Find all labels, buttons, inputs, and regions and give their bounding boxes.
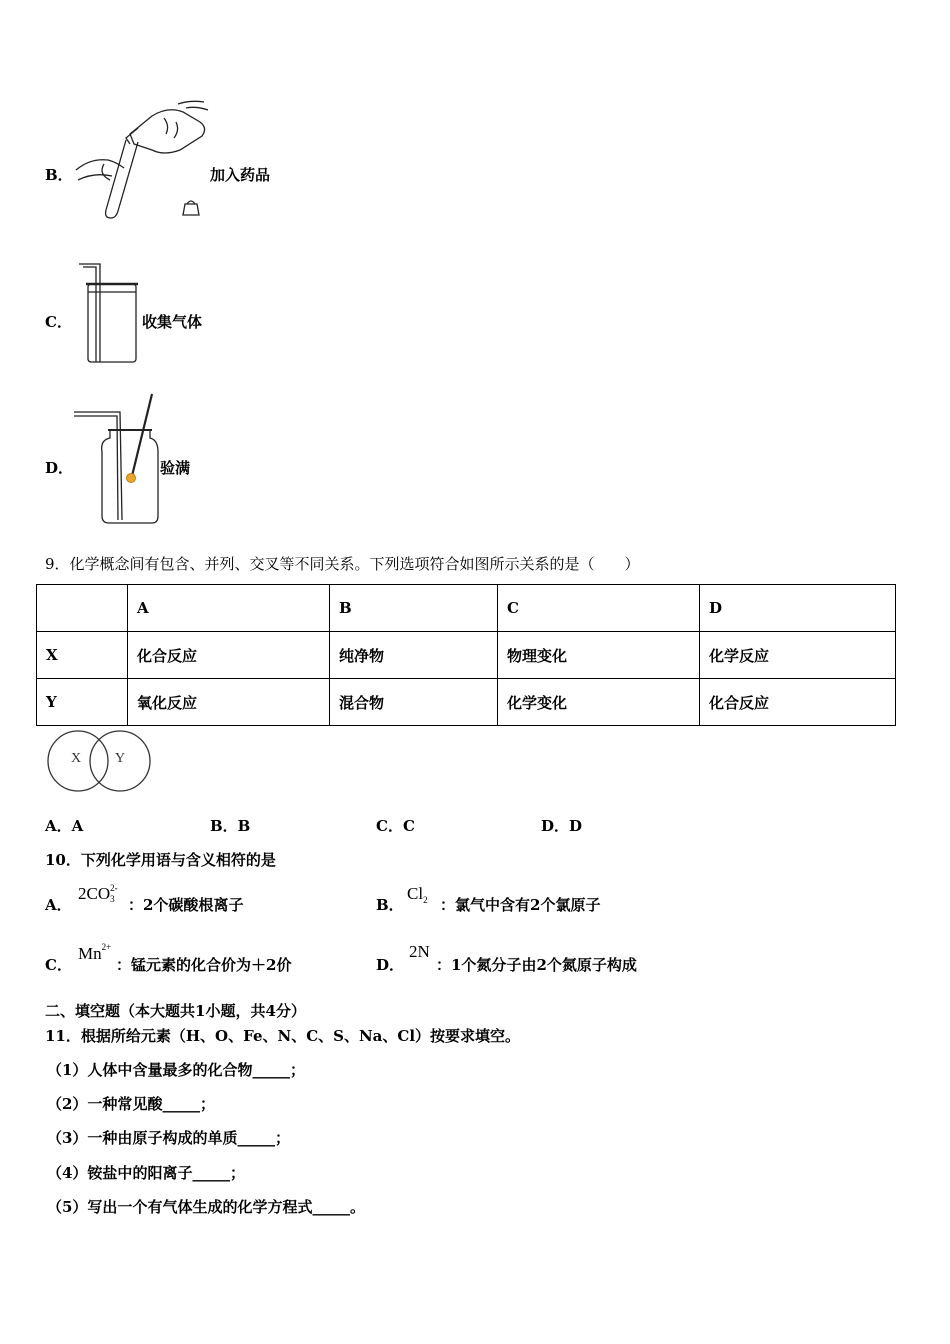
gas-jar-full-test-icon xyxy=(72,390,164,528)
q11-stem: 11．根据所给元素（H、O、Fe、N、C、S、Na、Cl）按要求填空。 xyxy=(45,1027,521,1045)
test-tube-pouring-icon xyxy=(68,98,213,223)
answer-c: C．C xyxy=(376,817,415,835)
q10-option-c-label: C． xyxy=(45,956,72,974)
venn-diagram-icon xyxy=(44,728,156,794)
q11-item-2: （2）一种常见酸_____； xyxy=(47,1095,215,1113)
q10-option-a-formula: 2CO 2- 3 xyxy=(78,883,118,905)
option-c-label: C． xyxy=(45,313,72,331)
q10-option-d-label: D． xyxy=(376,956,405,974)
table-cell: Y xyxy=(37,679,128,726)
table-cell: 化学变化 xyxy=(498,679,700,726)
q11-item-1: （1）人体中含量最多的化合物_____； xyxy=(47,1061,305,1079)
gas-jar-collecting-icon xyxy=(76,262,140,366)
q9-table xyxy=(36,584,896,726)
q10-option-b-label: B． xyxy=(376,896,404,914)
q9-stem: 9．化学概念间有包含、并列、交叉等不同关系。下列选项符合如图所示关系的是（ ） xyxy=(45,555,640,573)
answer-b: B．B xyxy=(210,817,251,835)
table-cell: 化合反应 xyxy=(128,632,330,679)
answer-a: A．A xyxy=(45,817,84,835)
table-cell: 氧化反应 xyxy=(128,679,330,726)
table-cell: 化学反应 xyxy=(700,632,896,679)
option-d-label: D． xyxy=(45,459,74,477)
table-cell: 化合反应 xyxy=(700,679,896,726)
q10-option-d-text: ：1个氮分子由2个氮原子构成 xyxy=(436,956,637,974)
q11-item-4: （4）铵盐中的阳离子_____； xyxy=(47,1164,245,1182)
table-cell xyxy=(37,585,128,632)
table-row xyxy=(37,679,896,726)
table-header-c: C xyxy=(498,585,700,632)
table-cell: 混合物 xyxy=(330,679,498,726)
table-cell: 纯净物 xyxy=(330,632,498,679)
table-header-b: B xyxy=(330,585,498,632)
table-cell: X xyxy=(37,632,128,679)
table-cell: 物理变化 xyxy=(498,632,700,679)
option-c-text: 收集气体 xyxy=(142,313,203,331)
table-row xyxy=(37,632,896,679)
answer-d: D．D xyxy=(541,817,583,835)
q11-item-5: （5）写出一个有气体生成的化学方程式_____。 xyxy=(47,1198,365,1216)
section-heading: 二、填空题（本大题共1小题，共4分） xyxy=(45,1002,306,1020)
option-b-label: B． xyxy=(45,166,73,184)
q10-option-b-formula: $Cl_2$ xyxy=(407,884,428,905)
table-header-a: A xyxy=(128,585,330,632)
option-d-text: 验满 xyxy=(160,459,191,477)
venn-label-y: Y xyxy=(115,751,126,766)
q10-stem: 10．下列化学用语与含义相符的是 xyxy=(45,851,276,869)
q10-option-a-label: A． xyxy=(45,896,72,914)
table-header-d: D xyxy=(700,585,896,632)
option-b-text: 加入药品 xyxy=(210,166,271,184)
q10-option-b-text: ：氯气中含有2个氯原子 xyxy=(440,896,601,914)
q10-option-c-formula: $Mn^{2+}$ xyxy=(78,942,112,963)
q10-option-d-formula: 2N xyxy=(409,942,430,961)
q10-option-c-text: ：锰元素的化合价为＋2价 xyxy=(116,956,292,974)
table-row xyxy=(37,585,896,632)
venn-label-x: X xyxy=(71,751,82,766)
q10-option-a-text: ：2个碳酸根离子 xyxy=(128,896,244,914)
q11-item-3: （3）一种由原子构成的单质_____； xyxy=(47,1129,290,1147)
